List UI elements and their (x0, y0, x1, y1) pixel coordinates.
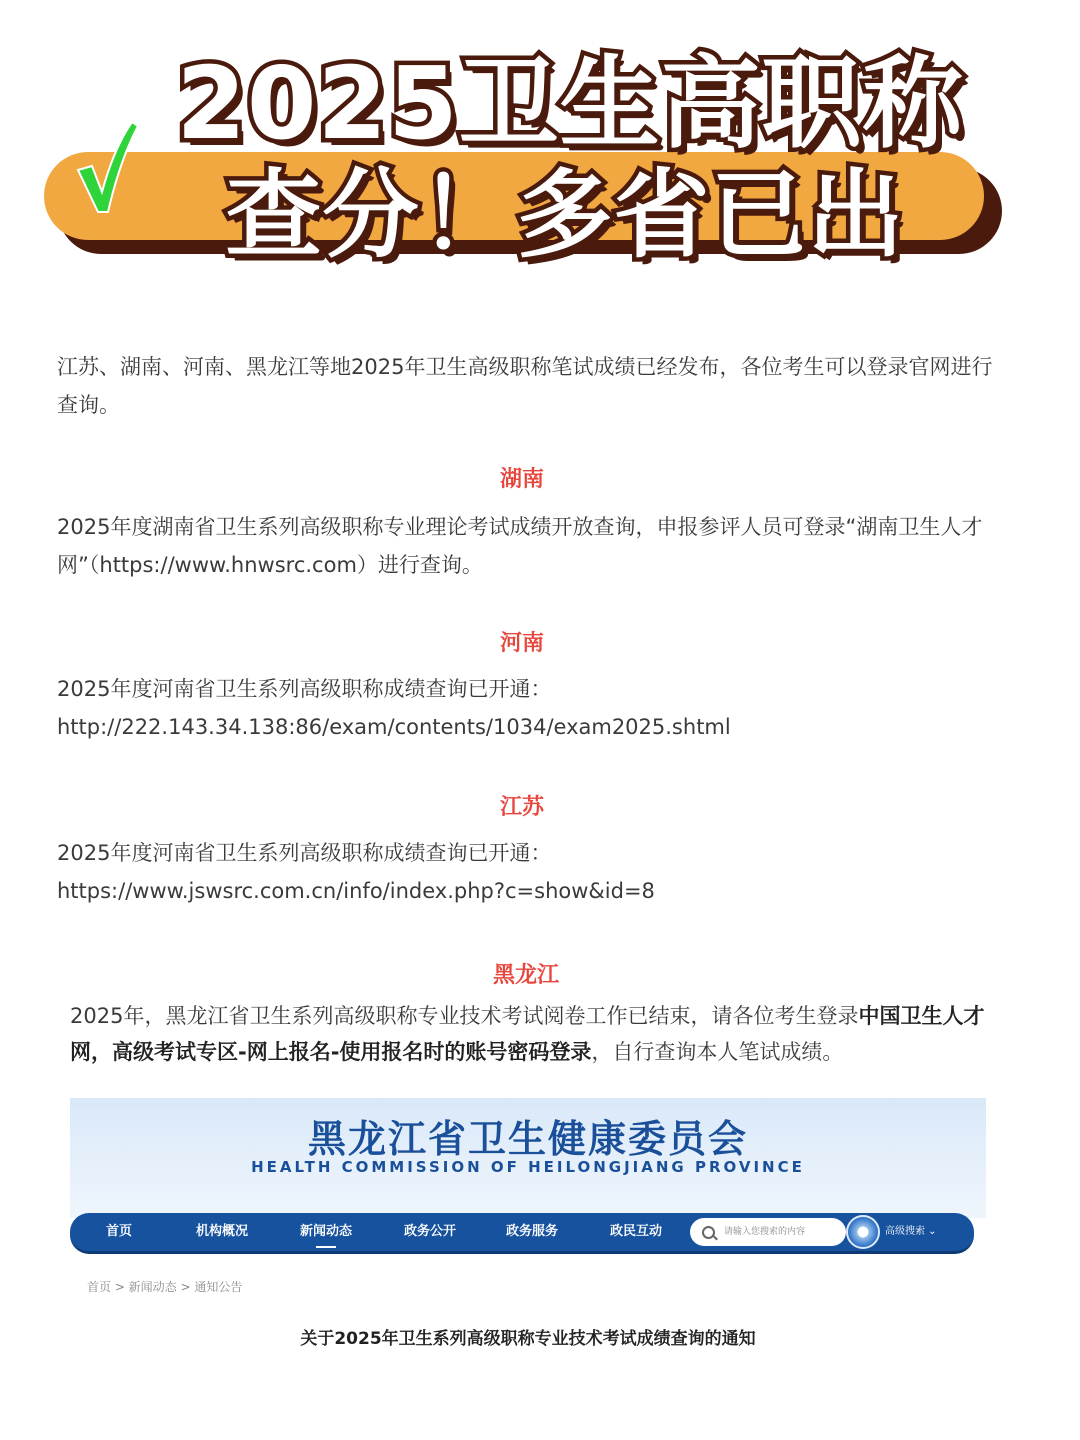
notice-title: 关于2025年卫生系列高级职称专业技术考试成绩查询的通知 (300, 1329, 756, 1349)
nav-item-interaction[interactable]: 政民互动 (610, 1224, 663, 1239)
nav-item-organization[interactable]: 机构概况 (196, 1224, 249, 1239)
jiangsu-text: 2025年度河南省卫生系列高级职称成绩查询已开通： (57, 841, 552, 865)
breadcrumb: 首页 > 新闻动态 > 通知公告 (87, 1280, 243, 1294)
site-header (70, 1098, 986, 1218)
section-title-hunan: 湖南 (499, 467, 544, 492)
henan-text: 2025年度河南省卫生系列高级职称成绩查询已开通： (57, 677, 552, 701)
search-placeholder: 请输入您搜索的内容 (724, 1227, 806, 1237)
search-icon (702, 1226, 715, 1239)
henan-url-link[interactable]: http://222.143.34.138:86/exam/contents/1034/exam2025.shtml (57, 715, 731, 739)
intro-paragraph: 江苏、湖南、河南、黑龙江等地2025年卫生高级职称笔试成绩已经发布，各位考生可以登录官网进行查询。 (57, 355, 993, 417)
nav-item-news[interactable]: 新闻动态 (300, 1213, 352, 1251)
website-screenshot (70, 1098, 986, 1368)
heilongjiang-text-b: ，自行查询本人笔试成绩。 (591, 1040, 844, 1064)
banner-title-line2: 查分！多省已出 (225, 159, 905, 271)
emblem-icon (846, 1215, 880, 1249)
heilongjiang-text-a: 2025年，黑龙江省卫生系列高级职称专业技术考试阅卷工作已结束，请各位考生登录 (70, 1004, 859, 1028)
advanced-search-button[interactable]: 高级搜索 ⌄ (885, 1226, 937, 1237)
site-title: 黑龙江省卫生健康委员会 (307, 1117, 748, 1161)
header-banner (0, 0, 1080, 300)
nav-item-home[interactable]: 首页 (106, 1224, 133, 1239)
section-title-jiangsu: 江苏 (499, 795, 544, 820)
jiangsu-paragraph (57, 834, 1007, 910)
site-nav-bar (70, 1213, 974, 1254)
jiangsu-url-link[interactable]: https://www.jswsrc.com.cn/info/index.php?c=show&id=8 (57, 879, 655, 903)
henan-paragraph (57, 670, 1007, 746)
heilongjiang-paragraph (70, 998, 990, 1070)
hunan-paragraph: 2025年度湖南省卫生系列高级职称专业理论考试成绩开放查询，申报参评人员可登录“湖南卫生人才网”（https://www.hnwsrc.com）进行查询。 (57, 515, 983, 577)
nav-item-services[interactable]: 政务服务 (506, 1224, 559, 1239)
nav-item-government-affairs[interactable]: 政务公开 (404, 1224, 457, 1239)
section-title-henan: 河南 (499, 631, 544, 656)
heilongjiang-text-bold: 中国卫生人才网，高级考试专区-网上报名-使用报名时的账号密码登录 (70, 1004, 985, 1064)
banner-title-line1: 2025卫生高职称 (176, 45, 964, 162)
section-title-heilongjiang: 黑龙江 (492, 963, 559, 988)
site-subtitle: HEALTH COMMISSION OF HEILONGJIANG PROVINCE (251, 1158, 805, 1176)
site-search-input[interactable] (690, 1218, 846, 1246)
